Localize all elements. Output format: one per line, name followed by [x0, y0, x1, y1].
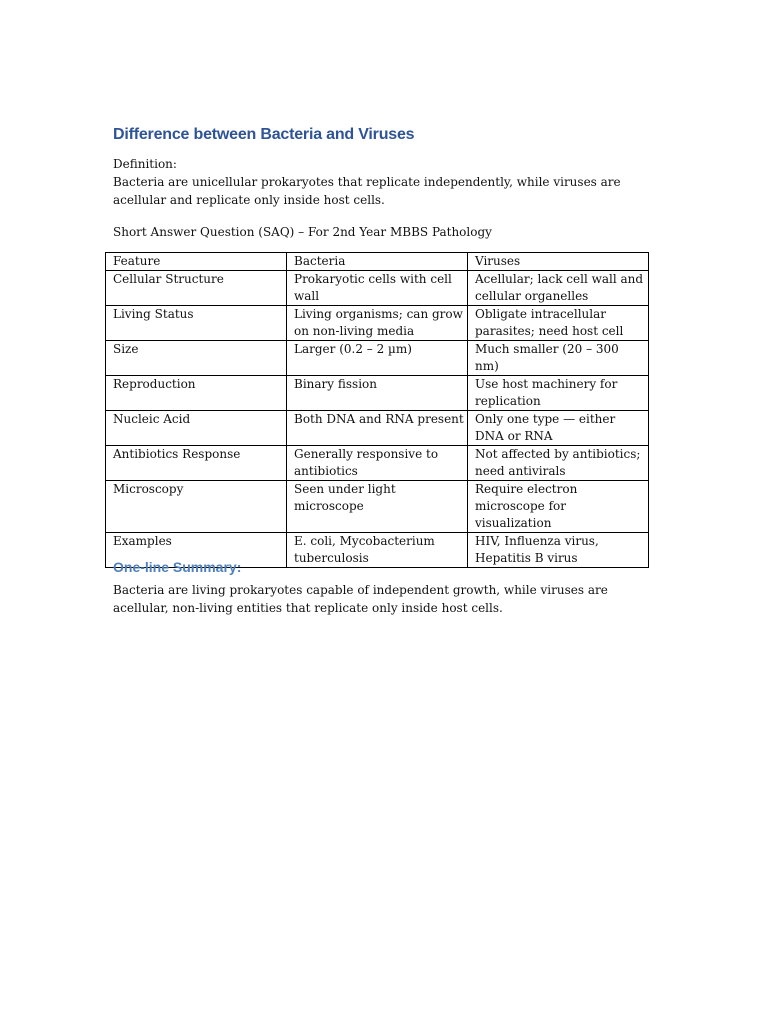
header-cell-bacteria: Bacteria	[287, 253, 468, 271]
table-cell: Obligate intracellular parasites; need host cell	[468, 306, 649, 341]
table-cell: Not affected by antibiotics; need antivirals	[468, 446, 649, 481]
table-cell: Cellular Structure	[106, 271, 287, 306]
table-cell: Both DNA and RNA present	[287, 411, 468, 446]
comparison-table	[105, 252, 649, 568]
table-cell: Examples	[106, 533, 287, 568]
summary-heading: One-line Summary:	[113, 559, 242, 575]
table-cell: Larger (0.2 – 2 µm)	[287, 341, 468, 376]
table-cell: Living organisms; can grow on non-living media	[287, 306, 468, 341]
table-row	[106, 481, 649, 533]
table-cell: Antibiotics Response	[106, 446, 287, 481]
table-cell: Microscopy	[106, 481, 287, 533]
definition-text: Bacteria are unicellular prokaryotes that replicate independently, while viruses are acellular and replicate only inside host cells.	[113, 175, 621, 207]
table-cell: HIV, Influenza virus, Hepatitis B virus	[468, 533, 649, 568]
header-cell-viruses: Viruses	[468, 253, 649, 271]
summary-section	[113, 558, 658, 617]
table-cell: Generally responsive to antibiotics	[287, 446, 468, 481]
table-cell: Much smaller (20 – 300 nm)	[468, 341, 649, 376]
table-cell: Seen under light microscope	[287, 481, 468, 533]
table-cell: E. coli, Mycobacterium tuberculosis	[287, 533, 468, 568]
header-cell-feature: Feature	[106, 253, 287, 271]
page-title: Difference between Bacteria and Viruses	[113, 126, 415, 143]
table-cell: Acellular; lack cell wall and cellular organelles	[468, 271, 649, 306]
table-row	[106, 341, 649, 376]
definition-label: Definition:	[113, 157, 177, 171]
table-cell: Living Status	[106, 306, 287, 341]
table-cell: Use host machinery for replication	[468, 376, 649, 411]
table-cell: Nucleic Acid	[106, 411, 287, 446]
table-row	[106, 446, 649, 481]
table-cell: Binary fission	[287, 376, 468, 411]
table-cell: Prokaryotic cells with cell wall	[287, 271, 468, 306]
table-header-row	[106, 253, 649, 271]
table-cell: Require electron microscope for visualization	[468, 481, 649, 533]
table-cell: Only one type — either DNA or RNA	[468, 411, 649, 446]
document-body	[113, 125, 653, 241]
table-row	[106, 376, 649, 411]
table-row	[106, 306, 649, 341]
table-cell: Size	[106, 341, 287, 376]
summary-text: Bacteria are living prokaryotes capable of independent growth, while viruses are acellular, non-living entities that replicate only inside host cells.	[113, 583, 608, 615]
saq-line: Short Answer Question (SAQ) – For 2nd Year MBBS Pathology	[113, 225, 492, 239]
table-row	[106, 411, 649, 446]
table-row	[106, 271, 649, 306]
table-cell: Reproduction	[106, 376, 287, 411]
